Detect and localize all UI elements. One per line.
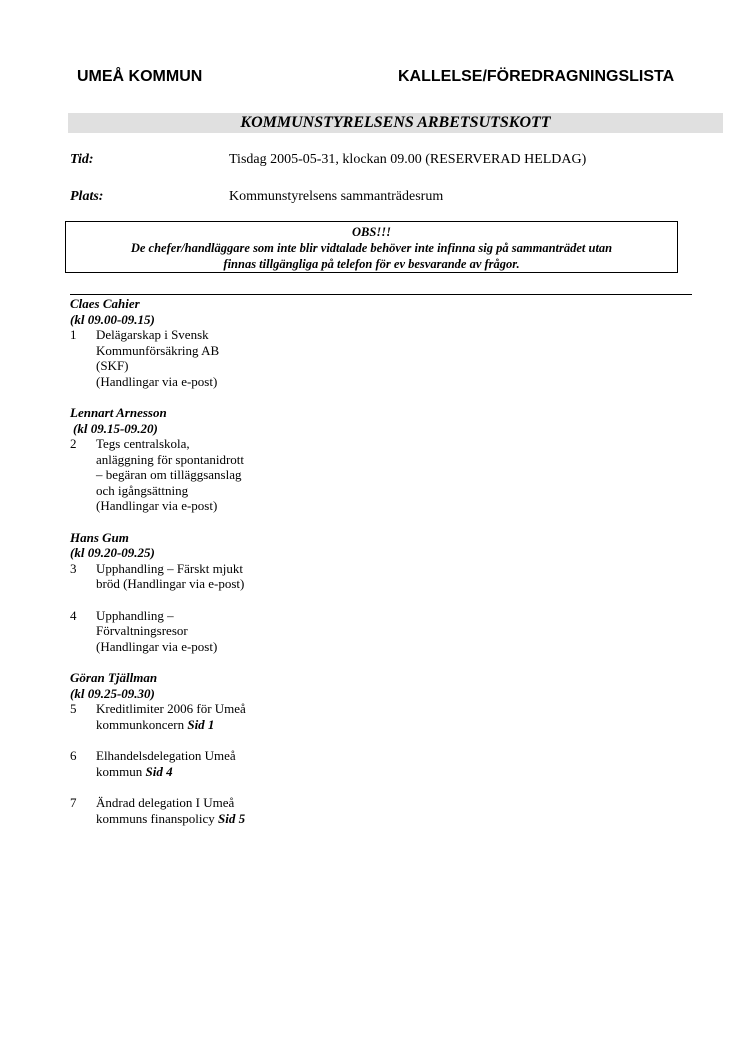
time-value: Tisdag 2005-05-31, klockan 09.00 (RESERVERAD HELDAG)	[229, 152, 587, 167]
item-line-text: kommuns finanspolicy	[96, 810, 215, 826]
presenter-time: (kl 09.20-09.25)	[70, 545, 155, 560]
presenter-time: (kl 09.15-09.20)	[73, 420, 158, 436]
item-line: Elhandelsdelegation Umeå	[96, 748, 236, 763]
item-line: anläggning för spontanidrott	[96, 451, 245, 467]
agenda-item	[70, 608, 330, 655]
agenda-item	[70, 748, 330, 779]
item-number: 3	[70, 560, 77, 576]
item-text	[96, 748, 276, 779]
item-line: Kreditlimiter 2006 för Umeå	[96, 701, 246, 716]
item-line: (Handlingar via e-post)	[96, 638, 218, 654]
item-line: (SKF)	[96, 358, 129, 373]
item-line: Upphandling –	[96, 607, 174, 623]
item-number: 6	[70, 748, 77, 763]
item-text	[96, 327, 276, 389]
item-text	[96, 795, 276, 826]
item-line-text: kommun	[96, 763, 143, 779]
notice-line-1: De chefer/handläggare som inte blir vidtalade behöver inte infinna sig på sammanträdet utan	[130, 241, 613, 255]
agenda-group	[70, 296, 330, 389]
item-text	[96, 701, 276, 732]
presenter-name: Göran Tjällman	[70, 670, 158, 685]
presenter-time: (kl 09.00-09.15)	[70, 311, 155, 327]
item-text	[96, 436, 276, 514]
agenda-group	[70, 530, 330, 655]
agenda-item	[70, 327, 330, 389]
agenda-list	[70, 296, 330, 842]
item-line: Upphandling – Färskt mjukt	[96, 560, 243, 576]
committee-title: KOMMUNSTYRELSENS ARBETSUTSKOTT	[68, 113, 723, 133]
notice-title: OBS!!!	[352, 225, 391, 239]
page-reference: Sid 4	[145, 763, 173, 779]
item-line: – begäran om tilläggsanslag	[96, 467, 242, 482]
item-line: bröd (Handlingar via e-post)	[96, 576, 245, 591]
divider	[70, 294, 692, 295]
agenda-item	[70, 701, 330, 732]
item-line	[96, 764, 276, 780]
item-line: (Handlingar via e-post)	[96, 498, 218, 513]
place-value: Kommunstyrelsens sammanträdesrum	[229, 189, 444, 204]
organization-name: UMEÅ KOMMUN	[77, 68, 203, 85]
item-number: 2	[70, 436, 77, 451]
notice-line-2: finnas tillgängliga på telefon för ev besvarande av frågor.	[223, 257, 520, 271]
agenda-item	[70, 795, 330, 826]
notice-box	[65, 221, 678, 273]
page-reference: Sid 5	[218, 810, 246, 826]
time-label: Tid:	[70, 152, 94, 167]
document-type: KALLELSE/FÖREDRAGNINGSLISTA	[398, 68, 675, 85]
item-line: och igångsättning	[96, 482, 189, 498]
item-number: 1	[70, 327, 77, 342]
item-line: Ändrad delegation I Umeå	[96, 795, 235, 810]
item-text	[96, 561, 276, 592]
item-line: Kommunförsäkring AB	[96, 342, 220, 358]
item-line: Tegs centralskola,	[96, 436, 190, 451]
item-line: Delägarskap i Svensk	[96, 327, 209, 342]
agenda-item	[70, 561, 330, 592]
item-number: 5	[70, 701, 77, 716]
place-label: Plats:	[70, 189, 104, 204]
item-line-text: kommunkoncern	[96, 716, 185, 732]
presenter-name: Claes Cahier	[70, 296, 140, 311]
presenter-name: Hans Gum	[70, 529, 129, 545]
item-line: Förvaltningsresor	[96, 623, 188, 638]
agenda-group	[70, 405, 330, 514]
agenda-group	[70, 670, 330, 826]
presenter-name: Lennart Arnesson	[70, 405, 167, 420]
item-line	[96, 717, 276, 733]
item-text	[96, 608, 276, 655]
page-reference: Sid 1	[187, 716, 215, 732]
agenda-item	[70, 436, 330, 514]
presenter-time: (kl 09.25-09.30)	[70, 685, 155, 701]
item-line: (Handlingar via e-post)	[96, 373, 218, 389]
item-line	[96, 811, 276, 827]
item-number: 4	[70, 607, 77, 623]
item-number: 7	[70, 795, 77, 810]
